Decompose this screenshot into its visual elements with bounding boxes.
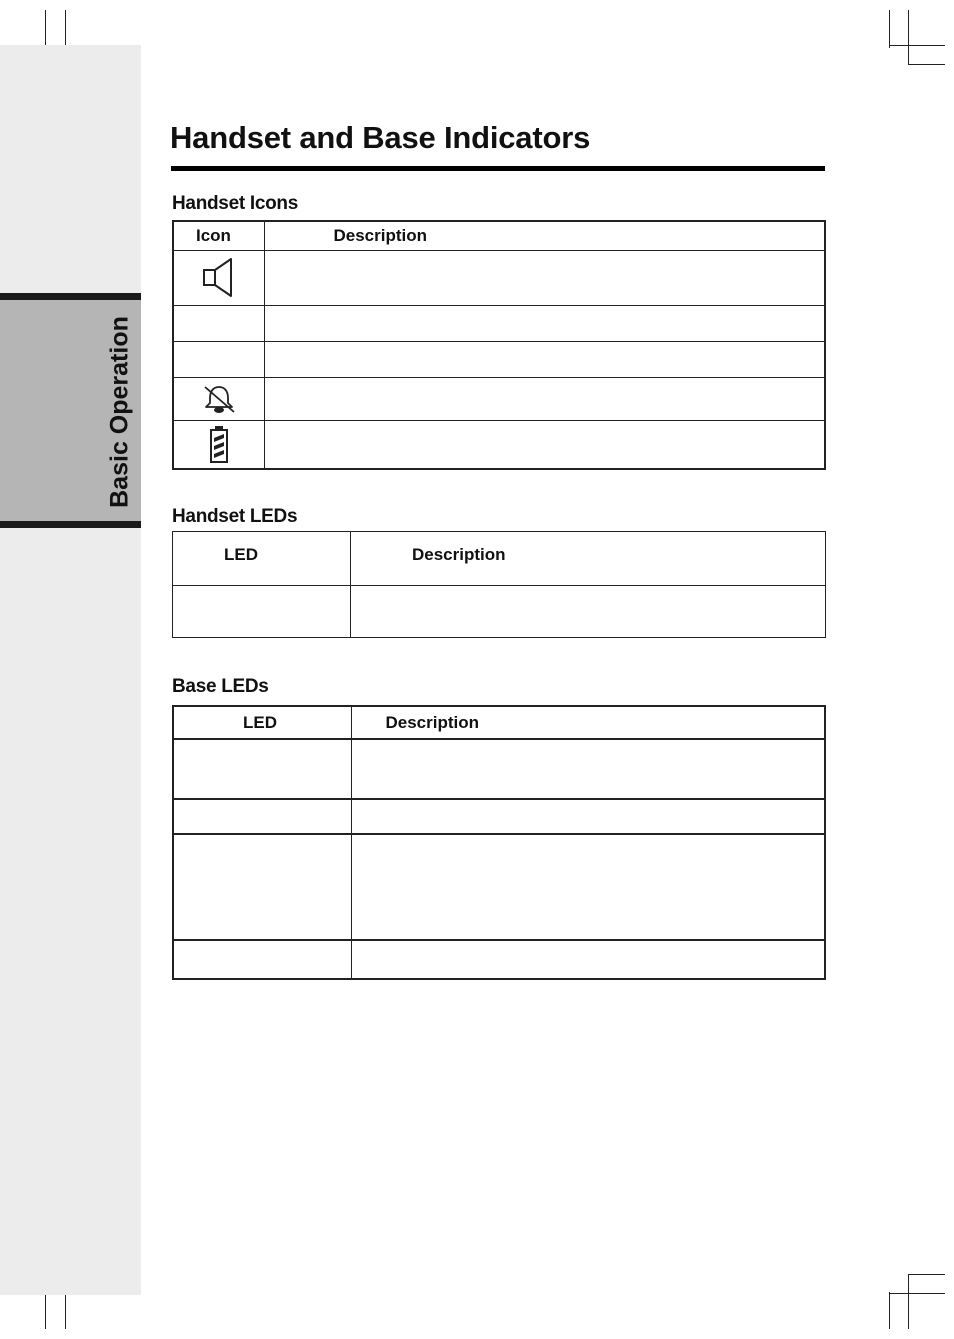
table-row <box>173 586 826 638</box>
icon-cell <box>173 305 264 341</box>
handset-leds-table <box>172 531 826 638</box>
crop-mark <box>65 1292 66 1329</box>
crop-mark <box>908 64 945 65</box>
led-cell <box>173 834 351 940</box>
base-leds-table <box>172 705 826 980</box>
led-column-header: LED <box>173 706 351 739</box>
table-header-row <box>173 221 825 250</box>
description-column-header: Description <box>264 221 825 250</box>
crop-mark <box>908 1274 945 1275</box>
description-cell <box>351 834 825 940</box>
speaker-icon <box>202 269 236 286</box>
icon-cell <box>173 341 264 377</box>
handset-icons-table <box>172 220 826 470</box>
description-cell <box>264 341 825 377</box>
description-column-header: Description <box>351 706 825 739</box>
led-column-header: LED <box>173 532 351 586</box>
crop-mark <box>889 45 945 46</box>
led-cell <box>173 739 351 799</box>
crop-mark <box>889 1292 890 1329</box>
base-leds-title: Base LEDs <box>172 676 269 697</box>
table-row <box>173 377 825 420</box>
table-row <box>173 305 825 341</box>
description-cell <box>351 739 825 799</box>
crop-mark <box>908 1274 909 1329</box>
crop-mark <box>908 10 909 65</box>
icon-column-header: Icon <box>173 221 264 250</box>
table-row <box>173 799 825 834</box>
sidebar <box>0 45 141 1295</box>
crop-mark <box>45 10 46 48</box>
table-row <box>173 341 825 377</box>
description-column-header: Description <box>351 532 826 586</box>
section-tab-label: Basic Operation <box>105 316 134 508</box>
icon-cell <box>173 420 264 469</box>
crop-mark <box>889 10 890 48</box>
crop-mark <box>65 10 66 48</box>
page-title: Handset and Base Indicators <box>170 120 591 155</box>
icon-cell <box>173 377 264 420</box>
title-rule <box>171 166 825 171</box>
table-row <box>173 250 825 305</box>
description-cell <box>264 377 825 420</box>
handset-leds-title: Handset LEDs <box>172 506 298 527</box>
description-cell <box>351 940 825 979</box>
led-cell <box>173 586 351 638</box>
description-cell <box>351 586 826 638</box>
table-row <box>173 739 825 799</box>
description-cell <box>264 305 825 341</box>
table-row <box>173 420 825 469</box>
led-cell <box>173 940 351 979</box>
table-row <box>173 940 825 979</box>
icon-cell <box>173 250 264 305</box>
table-header-row <box>173 532 826 586</box>
description-cell <box>264 250 825 305</box>
table-header-row <box>173 706 825 739</box>
battery-icon <box>208 435 230 452</box>
led-cell <box>173 799 351 834</box>
table-row <box>173 834 825 940</box>
handset-icons-title: Handset Icons <box>172 193 298 214</box>
ringer-off-icon <box>201 390 237 407</box>
description-cell <box>264 420 825 469</box>
description-cell <box>351 799 825 834</box>
crop-mark <box>889 1293 945 1294</box>
